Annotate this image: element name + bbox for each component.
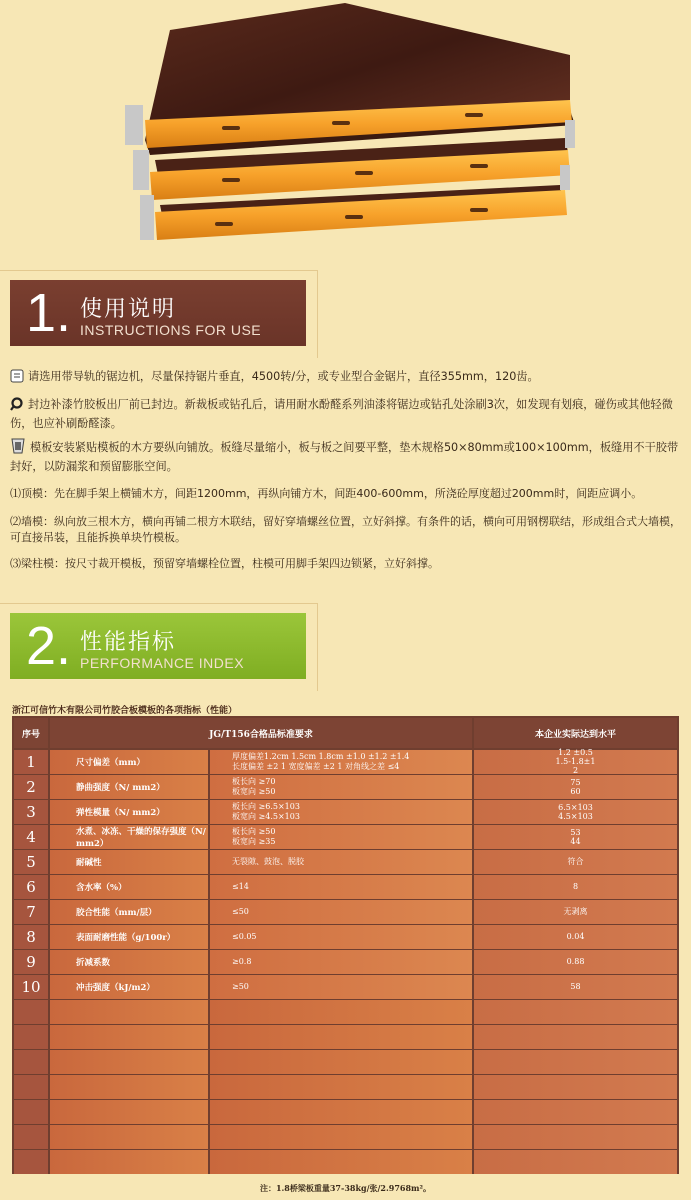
table-row-standard xyxy=(210,825,472,849)
table-row-actual xyxy=(474,850,677,874)
section-title-cn: 性能指标 xyxy=(80,630,177,655)
instruction-text: 模板安装紧贴模板的木方要纵向铺放。板缝尽量缩小，板与板之间要平整，垫木规格50×80mm或100×100mm，板缝用不干胶带封好，以防漏浆和预留膨胀空间。 xyxy=(10,441,679,473)
table-row-number: 3 xyxy=(14,800,48,824)
section-title-en: INSTRUCTIONS FOR USE xyxy=(80,322,262,338)
actual-line: 8 xyxy=(572,882,579,892)
standard-line: 板宽向 ≥35 xyxy=(232,836,276,846)
instruction-paragraph xyxy=(10,369,686,388)
table-empty-cell xyxy=(50,1075,208,1099)
table-row-item: 冲击强度（kJ/m2） xyxy=(50,975,208,999)
table-row-number: 1 xyxy=(14,750,48,774)
actual-line: 无剥离 xyxy=(563,907,588,917)
section-banner-performance xyxy=(0,603,318,691)
table-empty-cell xyxy=(474,1150,677,1174)
instruction-text: 封边补漆竹胶板出厂前已封边。新裁板或钻孔后，请用耐水酚醛系列油漆将锯边或钻孔处涂刷3次，如发现有划痕，碰伤或其他轻微伤，也应补刷酚醛漆。 xyxy=(10,398,673,430)
standard-line: ≤50 xyxy=(232,906,249,916)
banner-box xyxy=(10,280,306,346)
table-empty-cell xyxy=(210,1125,472,1149)
instruction-item: ⑵墙模：纵向放三根木方，横向再铺二根方木联结，留好穿墙螺丝位置，立好斜撑。有条件的话，横向可用钢楞联结，形成组合式大墙模，可直接吊装，且能拆换单块竹模板。 xyxy=(10,515,681,544)
table-row-actual xyxy=(474,750,677,774)
bucket-icon xyxy=(10,436,26,459)
table-empty-cell xyxy=(210,1000,472,1024)
table-row-standard xyxy=(210,925,472,949)
table-empty-cell xyxy=(210,1075,472,1099)
standard-line: 板宽向 ≥50 xyxy=(232,786,276,796)
performance-table xyxy=(12,716,679,1174)
table-row-actual xyxy=(474,800,677,824)
standard-line: 板长向 ≥6.5×103 xyxy=(232,801,300,811)
table-row-number: 6 xyxy=(14,875,48,899)
table-row-actual xyxy=(474,825,677,849)
actual-line: 1.2 ±0.5 xyxy=(558,748,593,758)
table-empty-cell xyxy=(14,1050,48,1074)
instruction-paragraph xyxy=(10,397,686,432)
table-empty-cell xyxy=(474,1075,677,1099)
table-empty-cell xyxy=(50,1000,208,1024)
actual-line: 60 xyxy=(570,786,581,796)
brush-icon xyxy=(10,397,24,416)
table-row-number: 10 xyxy=(14,975,48,999)
actual-line: 75 xyxy=(570,777,581,787)
table-note: 注：1.8桥梁板重量37-38kg/张/2.9768m²。 xyxy=(259,1183,432,1193)
actual-line: 53 xyxy=(570,827,581,837)
actual-line: 符合 xyxy=(567,857,584,867)
actual-line: 4.5×103 xyxy=(558,811,593,821)
table-empty-cell xyxy=(474,1100,677,1124)
actual-line: 0.04 xyxy=(566,932,585,942)
table-row-standard xyxy=(210,950,472,974)
instruction-paragraph xyxy=(10,436,686,475)
actual-line: 2 xyxy=(572,766,579,776)
table-empty-cell xyxy=(210,1025,472,1049)
table-row-item: 耐碱性 xyxy=(50,850,208,874)
actual-line: 44 xyxy=(570,836,581,846)
table-row-number: 4 xyxy=(14,825,48,849)
table-header-no: 序号 xyxy=(14,718,48,748)
table-row-item: 水煮、冰冻、干燥的保存强度（N/ mm2） xyxy=(50,825,208,849)
table-empty-cell xyxy=(474,1050,677,1074)
table-row-number: 9 xyxy=(14,950,48,974)
table-empty-cell xyxy=(50,1100,208,1124)
table-empty-cell xyxy=(14,1100,48,1124)
table-row-item: 尺寸偏差（mm） xyxy=(50,750,208,774)
table-row-item: 弹性模量（N/ mm2） xyxy=(50,800,208,824)
table-row-number: 5 xyxy=(14,850,48,874)
table-empty-cell xyxy=(14,1125,48,1149)
table-row-item: 胶合性能（mm/层） xyxy=(50,900,208,924)
table-row-actual xyxy=(474,900,677,924)
table-empty-cell xyxy=(50,1150,208,1174)
standard-line: 厚度偏差1.2cm 1.5cm 1.8cm ±1.0 ±1.2 ±1.4 xyxy=(232,751,410,761)
table-row-actual xyxy=(474,950,677,974)
table-header-actual: 本企业实际达到水平 xyxy=(474,718,677,748)
table-row-actual xyxy=(474,975,677,999)
standard-line: 无裂隙、鼓泡、脱胶 xyxy=(232,856,304,866)
section-title-en: PERFORMANCE INDEX xyxy=(80,655,245,671)
table-empty-cell xyxy=(210,1150,472,1174)
table-empty-cell xyxy=(210,1050,472,1074)
table-row-actual xyxy=(474,875,677,899)
standard-line: 板宽向 ≥4.5×103 xyxy=(232,811,300,821)
table-row-standard xyxy=(210,875,472,899)
banner-box xyxy=(10,613,306,679)
table-empty-cell xyxy=(14,1025,48,1049)
notepad-icon xyxy=(10,369,24,388)
instruction-item: ⑴顶模：先在脚手架上横铺木方，间距1200mm，再纵向铺方木，间距400-600mm，所浇砼厚度超过200mm时，间距应调小。 xyxy=(10,487,643,500)
standard-line: ≥0.8 xyxy=(232,956,252,966)
table-empty-cell xyxy=(210,1100,472,1124)
table-row-number: 7 xyxy=(14,900,48,924)
standard-line: ≤14 xyxy=(232,881,249,891)
table-row-standard xyxy=(210,750,472,774)
table-empty-cell xyxy=(474,1025,677,1049)
table-row-item: 表面耐磨性能（g/100r） xyxy=(50,925,208,949)
table-empty-cell xyxy=(50,1025,208,1049)
table-empty-cell xyxy=(14,1075,48,1099)
actual-line: 1.5-1.8±1 xyxy=(555,757,596,767)
table-row-number: 8 xyxy=(14,925,48,949)
table-caption: 浙江可信竹木有限公司竹胶合板模板的各项指标（性能） xyxy=(12,706,238,716)
table-empty-cell xyxy=(50,1125,208,1149)
standard-line: ≤0.05 xyxy=(232,931,257,941)
standard-line: 板长向 ≥70 xyxy=(232,776,276,786)
table-empty-cell xyxy=(50,1050,208,1074)
table-row-standard xyxy=(210,800,472,824)
actual-line: 58 xyxy=(570,982,581,992)
table-header-standard: JG/T156合格品标准要求 xyxy=(50,718,472,748)
table-empty-cell xyxy=(474,1000,677,1024)
table-row-item: 折减系数 xyxy=(50,950,208,974)
section-banner-instructions xyxy=(0,270,318,358)
product-photo xyxy=(0,0,691,255)
standard-line: ≥50 xyxy=(232,981,249,991)
table-row-item: 静曲强度（N/ mm2） xyxy=(50,775,208,799)
actual-line: 0.88 xyxy=(566,957,585,967)
standard-line: 长度偏差 ±2 1 宽度偏差 ±2 1 对角线之差 ≤4 xyxy=(232,761,400,771)
table-empty-cell xyxy=(14,1150,48,1174)
section-number: 1. xyxy=(26,283,72,343)
table-empty-cell xyxy=(474,1125,677,1149)
section-title-cn: 使用说明 xyxy=(80,297,177,322)
table-row-standard xyxy=(210,850,472,874)
table-row-actual xyxy=(474,925,677,949)
table-empty-cell xyxy=(14,1000,48,1024)
table-row-actual xyxy=(474,775,677,799)
table-row-standard xyxy=(210,975,472,999)
table-row-standard xyxy=(210,900,472,924)
instruction-text: 请选用带导轨的锯边机，尽量保持锯片垂直，4500转/分，或专业型合金锯片，直径355mm，120齿。 xyxy=(28,370,539,383)
table-row-standard xyxy=(210,775,472,799)
actual-line: 6.5×103 xyxy=(558,802,593,812)
table-row-item: 含水率（%） xyxy=(50,875,208,899)
instruction-item: ⑶梁柱模：按尺寸裁开模板，预留穿墙螺栓位置，柱模可用脚手架四边锁紧，立好斜撑。 xyxy=(10,557,439,570)
table-row-number: 2 xyxy=(14,775,48,799)
section-number: 2. xyxy=(26,616,72,676)
standard-line: 板长向 ≥50 xyxy=(232,826,276,836)
